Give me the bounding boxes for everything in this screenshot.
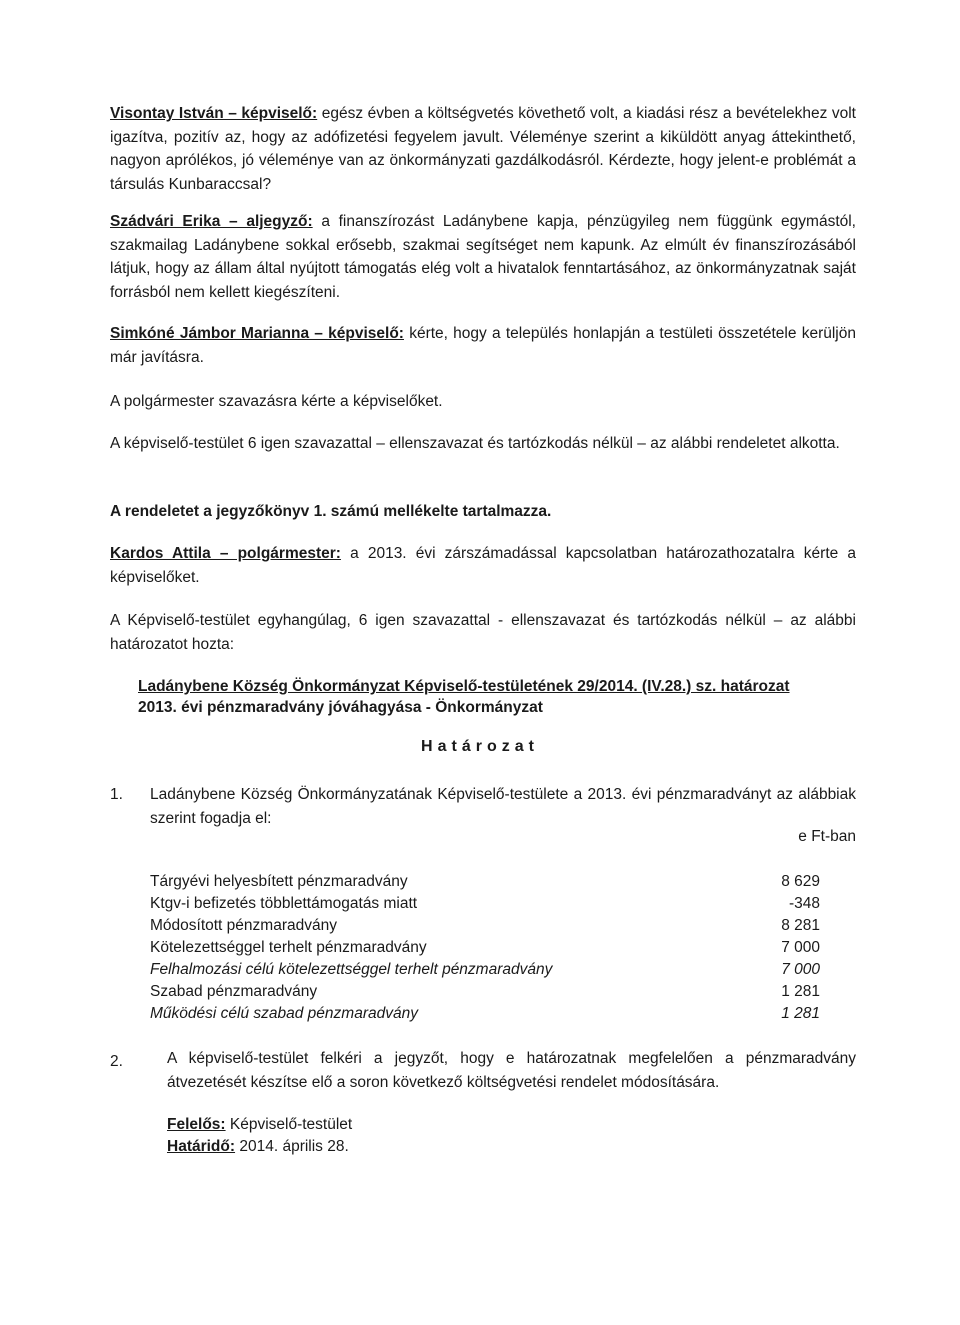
- item-number: 2.: [110, 1053, 123, 1070]
- item-2-text: A képviselő-testület felkéri a jegyzőt, hogy e határozatnak megfelelően a pénzmaradvány átvezetését készítse elő a soron következő költségvetési rendelet módosítására.: [167, 1050, 856, 1091]
- paragraph-szadvari: [110, 210, 856, 304]
- speaker-name: Visontay István – képviselő:: [110, 105, 318, 122]
- row-value: 8 629: [781, 873, 820, 890]
- table-row: [150, 915, 820, 937]
- paragraph-text: egész évben a költségvetés követhető volt, a kiadási rész a bevételekhez volt igazítva, pozitív az, hogy az adófizetési fegyelem javult. Véleménye szerint a kiküldött anyag áttekinthető, nagyon aprólékos, jó véleménye van az önkormányzati gazdálkodásról. Kérdezte, hogy jelent-e problémát a társulás Kunbaraccsal?: [110, 105, 856, 193]
- row-label: Tárgyévi helyesbített pénzmaradvány: [150, 873, 408, 890]
- speaker-name: Simkóné Jámbor Marianna – képviselő:: [110, 325, 404, 342]
- responsible-line: [167, 1114, 352, 1136]
- paragraph-text: a finanszírozást Ladánybene kapja, pénzügyileg nem függünk egymástól, szakmailag Ladánybene sokkal erősebb, szakmai segítséget nem kapunk. Az elmúlt év finanszírozásából látjuk, hogy az állam által nyújtott támogatás elég volt a hivatalok fenntartásához, az önkormányzatnak saját forrásból nem kellett kiegészíteni.: [110, 213, 856, 301]
- row-value: 7 000: [781, 961, 820, 978]
- responsible-value: Képviselő-testület: [225, 1116, 353, 1133]
- table-row: [150, 959, 820, 981]
- paragraph-text: a 2013. évi zárszámadással kapcsolatban határozathozatalra kérte a képviselőket.: [110, 545, 856, 586]
- paragraph-resolution-intro: A Képviselő-testület egyhangúlag, 6 igen szavazattal - ellenszavazat és tartózkodás nélkül – az alábbi határozatot hozta:: [110, 612, 856, 653]
- deadline-label: Határidő:: [167, 1138, 236, 1155]
- row-label: Kötelezettséggel terhelt pénzmaradvány: [150, 939, 427, 956]
- speaker-name: Szádvári Erika – aljegyző:: [110, 213, 313, 230]
- item-1-text: Ladánybene Község Önkormányzatának Képviselő-testülete a 2013. évi pénzmaradványt az alábbiak szerint fogadja el:: [150, 786, 856, 827]
- resolution-subtitle: 2013. évi pénzmaradvány jóváhagyása - Önkormányzat: [138, 699, 543, 716]
- paragraph-voting-call: A polgármester szavazásra kérte a képviselőket.: [110, 393, 443, 410]
- row-value: 1 281: [781, 983, 820, 1000]
- speaker-name: Kardos Attila – polgármester:: [110, 545, 341, 562]
- row-label: Működési célú szabad pénzmaradvány: [150, 1005, 418, 1022]
- table-row: [150, 893, 820, 915]
- deadline-value: 2014. április 28.: [235, 1138, 349, 1155]
- paragraph-annex-note: A rendeletet a jegyzőkönyv 1. számú mellékelte tartalmazza.: [110, 503, 552, 520]
- table-row: [150, 1003, 820, 1025]
- item-number: 1.: [110, 786, 123, 803]
- row-value: 1 281: [781, 1005, 820, 1022]
- responsible-label: Felelős:: [167, 1116, 226, 1133]
- unit-label: e Ft-ban: [798, 828, 856, 845]
- row-label: Ktgv-i befizetés többlettámogatás miatt: [150, 895, 418, 912]
- row-value: 7 000: [781, 939, 820, 956]
- table-row: [150, 871, 820, 893]
- paragraph-simkone: [110, 322, 856, 369]
- row-label: Módosított pénzmaradvány: [150, 917, 337, 934]
- table-row: [150, 937, 820, 959]
- resolution-heading: Határozat: [421, 738, 539, 755]
- resolution-title: Ladánybene Község Önkormányzat Képviselő-testületének 29/2014. (IV.28.) sz. határozat: [138, 678, 790, 695]
- paragraph-visontay: [110, 102, 856, 196]
- paragraph-decree-adopted: A képviselő-testület 6 igen szavazattal – ellenszavazat és tartózkodás nélkül – az alábbi rendeletet alkotta.: [110, 435, 840, 452]
- deadline-line: [167, 1136, 349, 1158]
- row-value: -348: [788, 895, 820, 912]
- paragraph-text: kérte, hogy a település honlapján a testületi összetétele kerüljön már javításra.: [110, 325, 856, 366]
- table-row: [150, 981, 820, 1003]
- paragraph-kardos: [110, 542, 856, 589]
- row-value: 8 281: [781, 917, 820, 934]
- row-label: Felhalmozási célú kötelezettséggel terhelt pénzmaradvány: [150, 961, 553, 978]
- row-label: Szabad pénzmaradvány: [150, 983, 318, 1000]
- balance-table: [150, 871, 820, 1025]
